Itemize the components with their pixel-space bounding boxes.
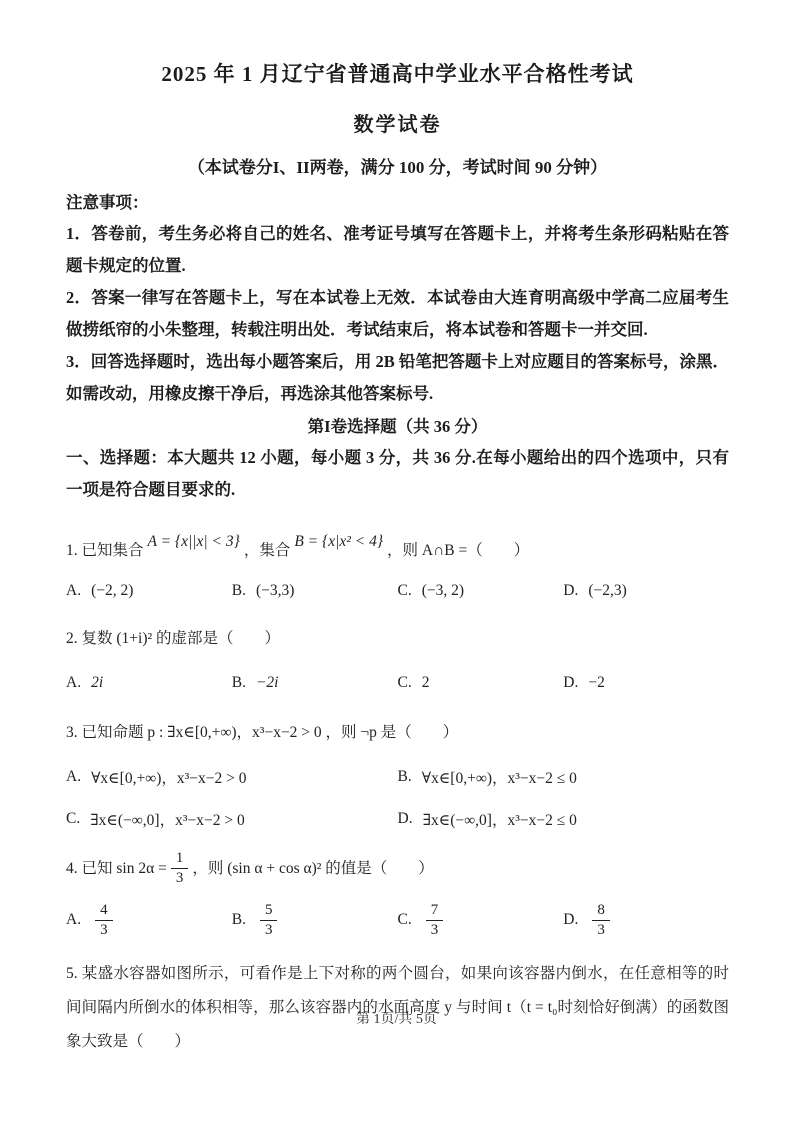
fraction (426, 902, 444, 940)
notice-item-1: 1．答卷前，考生务必将自己的姓名、准考证号填写在答题卡上，并将考生条形码粘贴在答题卡规定的位置. (66, 224, 729, 275)
option-label: D. (563, 911, 579, 929)
option-label: C. (397, 911, 412, 929)
q1-mid: ，集合 (243, 542, 291, 559)
option-d (563, 902, 729, 940)
page-subtitle: 数学试卷 (353, 114, 442, 136)
option-b (398, 766, 730, 788)
fraction-denominator: 3 (430, 921, 439, 938)
option-b (232, 902, 398, 940)
option-c (398, 674, 564, 692)
q1-pre: 1. 已知集合 (66, 542, 144, 559)
q4-post: ，则 (sin α + cos α)² 的值是（ ） (192, 859, 434, 877)
fraction (592, 902, 610, 940)
section-title: 第I卷选择题（共 36 分） (307, 417, 488, 436)
option-label: D. (563, 674, 579, 691)
option-value: −2i (255, 674, 279, 691)
notice-item-3: 3．回答选择题时，选出每小题答案后，用 2B 铅笔把答题卡上对应题目的答案标号，涂黑．如需改动，用橡皮擦干净后，再选涂其他答案标号. (66, 352, 729, 403)
option-label: A. (66, 674, 82, 691)
option-label: A. (66, 911, 82, 929)
question-4-options (66, 902, 729, 940)
option-label: B. (231, 674, 246, 691)
option-value: (−3,3) (255, 582, 295, 599)
option-label: B. (231, 911, 246, 929)
fraction-denominator: 3 (597, 921, 605, 938)
option-value: ∀x∈[0,+∞)，x³−x−2 > 0 (91, 770, 247, 787)
fraction-numerator: 4 (95, 902, 113, 921)
option-d (563, 674, 729, 692)
section-directions: 一、选择题：本大题共 12 小题，每小题 3 分，共 36 分.在每小题给出的四个选项中，只有一项是符合题目要求的. (66, 448, 729, 499)
option-label: A. (66, 768, 82, 785)
option-label: A. (66, 582, 82, 599)
option-label: C. (397, 674, 412, 691)
question-3-options-row-1 (66, 766, 729, 788)
option-label: D. (563, 582, 579, 599)
question-1-stem (66, 520, 729, 566)
page-number: 第 1页/共 5页 (356, 1012, 437, 1027)
q1-post: ，则 A∩B =（ ） (387, 542, 530, 559)
option-value: (−2, 2) (91, 582, 134, 599)
option-d (398, 808, 730, 830)
option-label: B. (231, 582, 246, 599)
question-3-stem: 3. 已知命题 p : ∃x∈[0,+∞)，x³−x−2 > 0 ，则 ¬p 是（ ） (66, 724, 459, 741)
q4-pre: 4. 已知 sin 2α = (66, 859, 167, 877)
option-c (398, 902, 564, 940)
fraction-numerator: 5 (260, 902, 278, 921)
fraction-denominator: 3 (100, 921, 108, 938)
option-value: ∃x∈(−∞,0]，x³−x−2 > 0 (90, 812, 245, 829)
notices-heading: 注意事项： (66, 193, 149, 212)
exam-meta: （本试卷分I、II两卷，满分 100 分，考试时间 90 分钟） (187, 158, 608, 177)
question-2-options (66, 674, 729, 692)
notice-item-2: 2．答案一律写在答题卡上，写在本试卷上无效．本试卷由大连育明高级中学高二应届考生做捞纸帘的小朱整理，转载注明出处．考试结束后，将本试卷和答题卡一并交回. (66, 288, 729, 339)
option-a (66, 902, 232, 940)
option-value: ∀x∈[0,+∞)，x³−x−2 ≤ 0 (421, 770, 577, 787)
fraction-denominator: 3 (264, 921, 273, 938)
fraction-numerator: 8 (592, 902, 610, 921)
option-label: D. (397, 810, 413, 827)
option-label: C. (66, 810, 81, 827)
question-1-options (66, 582, 729, 600)
fraction-denominator: 3 (175, 870, 184, 887)
fraction (260, 902, 278, 940)
option-a (66, 582, 232, 600)
question-3-options-row-2 (66, 808, 729, 830)
option-label: B. (397, 768, 412, 785)
option-value: (−3, 2) (421, 582, 465, 599)
option-b (232, 674, 398, 692)
option-value: ∃x∈(−∞,0]，x³−x−2 ≤ 0 (422, 812, 577, 829)
question-2-stem: 2. 复数 (1+i)² 的虚部是（ ） (66, 630, 281, 647)
option-value: 2i (91, 674, 104, 691)
fraction-numerator: 7 (426, 902, 444, 921)
option-a (66, 674, 232, 692)
option-c (398, 582, 564, 600)
q1-set-a-formula: A = {x||x| < 3} (147, 533, 240, 550)
option-label: C. (397, 582, 412, 599)
option-a (66, 766, 398, 788)
fraction-numerator: 1 (171, 850, 189, 869)
question-4-stem (66, 850, 729, 888)
option-value: 2 (421, 674, 430, 691)
option-b (232, 582, 398, 600)
page-title: 2025 年 1 月辽宁省普通高中学业水平合格性考试 (161, 62, 634, 86)
option-value: (−2,3) (588, 582, 627, 599)
option-c (66, 808, 398, 830)
q1-set-b-formula: B = {x|x² < 4} (294, 533, 384, 550)
option-value: −2 (588, 674, 605, 691)
fraction (95, 902, 113, 940)
option-d (563, 582, 729, 600)
fraction (171, 850, 189, 888)
question-5-stem: 5. 某盛水容器如图所示，可看作是上下对称的两个圆台，如果向该容器内倒水，在任意相等的时间间隔内所倒水的体积相等，那么该容器内的水面高度 y 与时间 t（t = t₀时刻恰好倒满）的函数图象大致是（ ） (66, 965, 729, 1050)
